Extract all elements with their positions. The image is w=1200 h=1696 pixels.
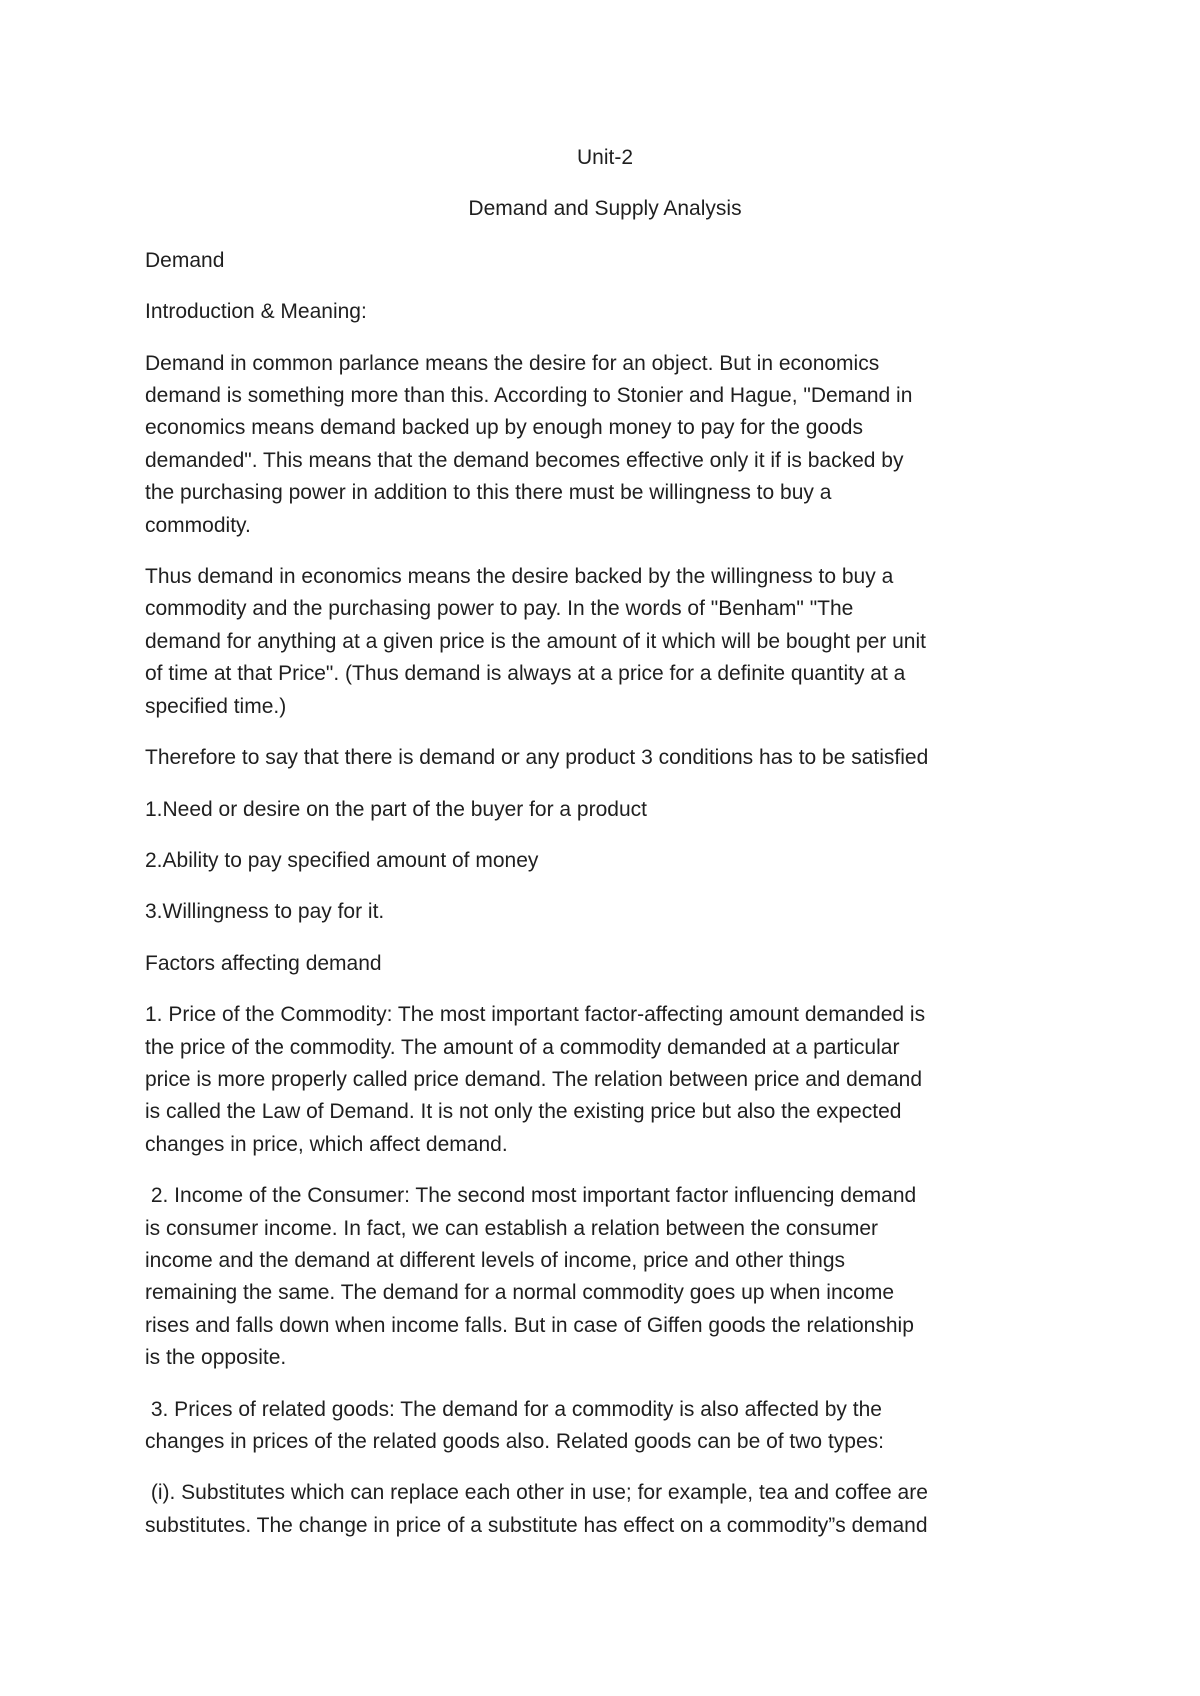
paragraph-line: changes in prices of the related goods also. Related goods can be of two types: (145, 1430, 884, 1453)
paragraph-line: is consumer income. In fact, we can establish a relation between the consumer (145, 1216, 879, 1240)
paragraph-line: rises and falls down when income falls. But in case of Giffen goods the relationship (145, 1313, 914, 1337)
paragraph-line: demand for anything at a given price is the amount of it which will be bought per unit (145, 629, 926, 653)
unit-label: Unit-2 (576, 146, 634, 169)
condition-item: 2.Ability to pay specified amount of money (145, 848, 539, 872)
paragraph-line: changes in price, which affect demand. (145, 1132, 508, 1156)
document-title: Demand and Supply Analysis (468, 197, 742, 221)
paragraph-line: Thus demand in economics means the desire backed by the willingness to buy a (145, 565, 894, 589)
paragraph-line: remaining the same. The demand for a normal commodity goes up when income (145, 1281, 894, 1305)
paragraph-line: commodity. (145, 513, 251, 537)
paragraph-line: specified time.) (145, 694, 287, 718)
factor-price (145, 999, 1065, 1161)
section-heading: Demand (145, 248, 225, 272)
paragraph-line: demanded". This means that the demand becomes effective only it if is backed by (145, 448, 904, 472)
factor-income (145, 1180, 1065, 1374)
paragraph-line: 2. Income of the Consumer: The second most important factor influencing demand (145, 1184, 917, 1208)
paragraph-benham (145, 561, 1065, 723)
condition-item: 1.Need or desire on the part of the buyer for a product (145, 797, 647, 821)
conditions-intro: Therefore to say that there is demand or any product 3 conditions has to be satisfied (145, 746, 929, 770)
paragraph-line: substitutes. The change in price of a substitute has effect on a commodity”s demand (145, 1513, 928, 1537)
subheading: Introduction & Meaning: (145, 300, 367, 324)
paragraph-line: price is more properly called price demand. The relation between price and demand (145, 1067, 923, 1091)
paragraph-line: is called the Law of Demand. It is not only the existing price but also the expected (145, 1100, 902, 1124)
paragraph-line: commodity and the purchasing power to pay. In the words of "Benham" "The (145, 597, 854, 621)
paragraph-line: 3. Prices of related goods: The demand for a commodity is also affected by the (145, 1397, 882, 1421)
document-content (145, 142, 1065, 1561)
paragraph-line: the price of the commodity. The amount of a commodity demanded at a particular (145, 1035, 900, 1059)
paragraph-line: economics means demand backed up by enough money to pay for the goods (145, 416, 863, 440)
paragraph-line: is the opposite. (145, 1346, 287, 1370)
paragraph-line: (i). Substitutes which can replace each other in use; for example, tea and coffee are (145, 1481, 928, 1505)
paragraph-line: demand is something more than this. According to Stonier and Hague, "Demand in (145, 384, 913, 408)
factor-substitutes (145, 1477, 1065, 1542)
factor-related-goods (145, 1394, 1065, 1459)
paragraph-meaning (145, 348, 1065, 542)
paragraph-line: income and the demand at different levels of income, price and other things (145, 1248, 846, 1272)
paragraph-line: Demand in common parlance means the desire for an object. But in economics (145, 351, 880, 375)
paragraph-line: the purchasing power in addition to this there must be willingness to buy a (145, 481, 832, 505)
paragraph-line: 1. Price of the Commodity: The most important factor-affecting amount demanded is (145, 1003, 926, 1027)
factors-heading: Factors affecting demand (145, 951, 382, 975)
condition-item: 3.Willingness to pay for it. (145, 900, 385, 924)
paragraph-line: of time at that Price". (Thus demand is always at a price for a definite quantity at a (145, 662, 906, 686)
